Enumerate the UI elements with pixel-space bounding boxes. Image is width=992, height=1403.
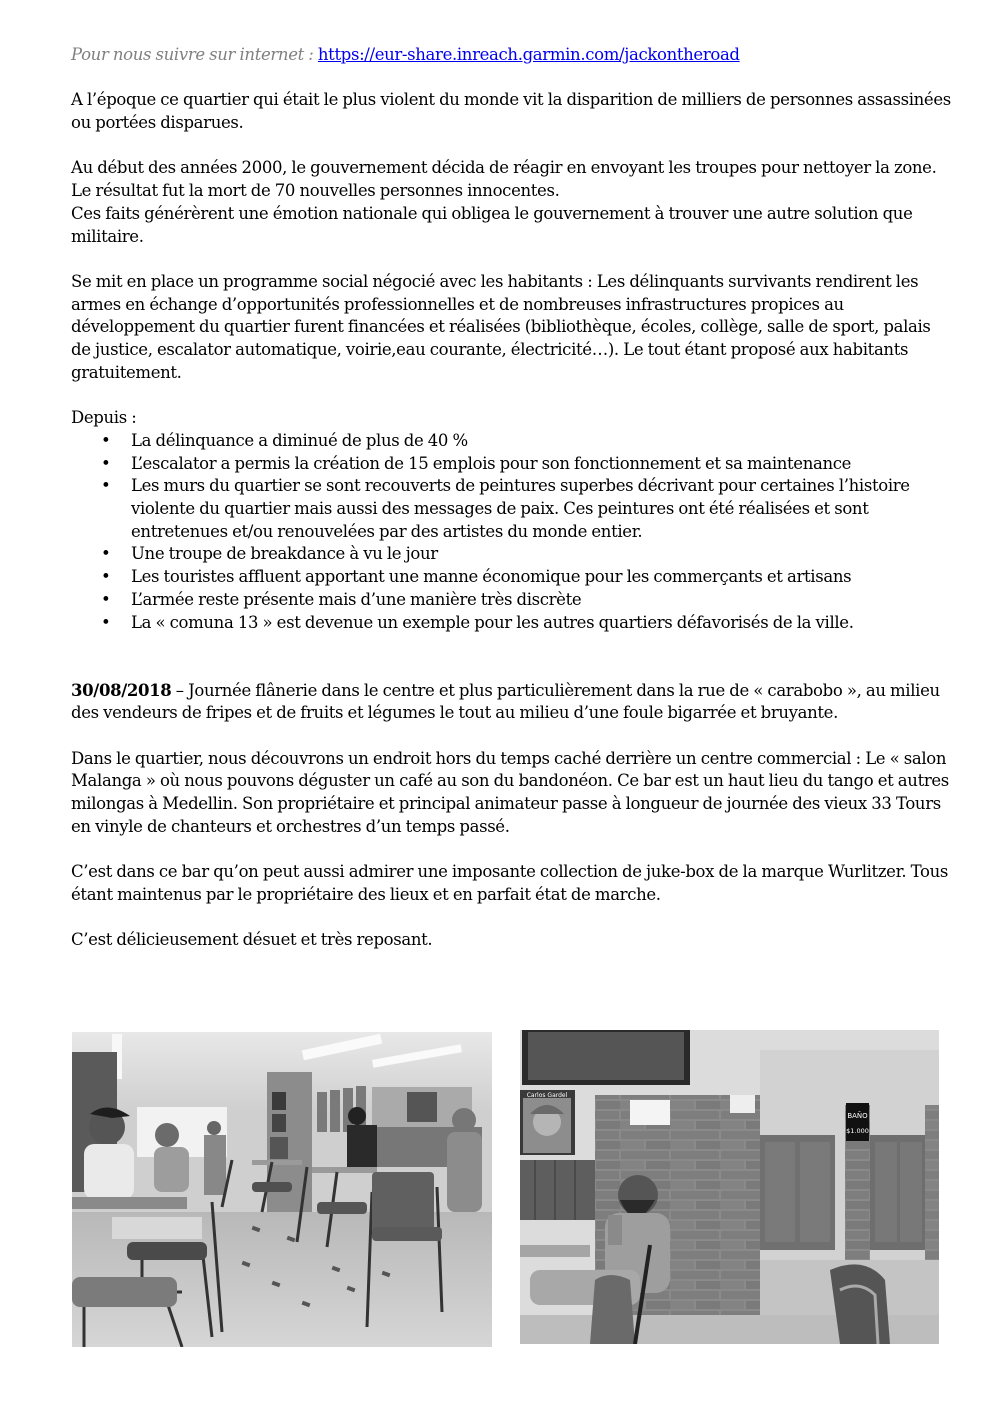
document-page <box>71 44 951 952</box>
list-item: • Une troupe de breakdance à vu le jour <box>71 543 951 566</box>
paragraph-jukebox: C’est dans ce bar qu’on peut aussi admirer une imposante collection de juke-box de la marque Wurlitzer. Tous étant maintenus par le propriétaire des lieux et en parfait état de marche. <box>71 862 948 904</box>
bullet-icon: • <box>101 544 111 564</box>
bullet-icon: • <box>101 612 111 632</box>
restroom-sign-line2: $1.000 <box>846 1127 869 1135</box>
paragraph-journal-entry <box>71 680 951 725</box>
list-item: • L’escalator a permis la création de 15 emplois pour son fonctionnement et sa maintenance <box>71 453 951 476</box>
list-item: • Les touristes affluent apportant une manne économique pour les commerçants et artisans <box>71 566 951 589</box>
bullet-icon: • <box>101 430 111 450</box>
depuis-label: Depuis : <box>71 408 137 428</box>
bullet-icon: • <box>101 567 111 587</box>
tracking-link[interactable]: https://eur-share.inreach.garmin.com/jackontheroad <box>317 45 740 64</box>
list-item: • Les murs du quartier se sont recouverts de peintures superbes décrivant pour certaines l’histoire violente du quartier mais aussi des messages de paix. Ces peintures ont été réalisées et sont entretenues et/ou renouvelées par des artistes du monde entier. <box>101 476 910 541</box>
paragraph-government: Au début des années 2000, le gouvernement décida de réagir en envoyant les troupes pour nettoyer la zone. Le résultat fut la mort de 70 nouvelles personnes innocentes. <box>71 158 937 201</box>
photo-restroom-area <box>520 1030 939 1344</box>
bullet-icon: • <box>101 453 111 473</box>
entry-date: 30/08/2018 <box>71 680 172 700</box>
bullet-icon: • <box>101 589 111 609</box>
cafe-interior-illustration <box>72 1032 492 1347</box>
list-item: • La délinquance a diminué de plus de 40 % <box>71 430 951 453</box>
list-item: • La « comuna 13 » est devenue un exemple pour les autres quartiers défavorisés de la ville. <box>71 612 951 635</box>
paragraph-social-program: Se mit en place un programme social négocié avec les habitants : Les délinquants survivants rendirent les armes en échange d’opportunités professionnelles et de nombreuses infrastructures propices au développement du quartier furent financées et réalisées (bibliothèque, écoles, collège, salle de sport, palais de justice, escalator automatique, voirie,eau courante, électricité…). Le tout étant proposé aux habitants gratuitement. <box>71 271 931 382</box>
restroom-area-illustration <box>520 1030 939 1344</box>
paragraph-history: A l’époque ce quartier qui était le plus violent du monde vit la disparition de milliers de personnes assassinées ou portées disparues. <box>71 90 951 133</box>
bullet-icon: • <box>101 476 111 496</box>
follow-intro-label: Pour nous suivre sur internet : <box>71 45 318 64</box>
restroom-sign-line1: BAÑO <box>847 1112 868 1120</box>
poster-label: Carlos Gardel <box>526 1092 568 1099</box>
entry-text: – Journée flânerie dans le centre et plus particulièrement dans la rue de « carabobo », au milieu des vendeurs de fripes et de fruits et légumes le tout au milieu d’une foule bigarrée et bruyante. <box>71 680 940 723</box>
paragraph-emotion: Ces faits générèrent une émotion nationale qui obligea le gouvernement à trouver une autre solution que militaire. <box>71 203 913 246</box>
follow-line <box>71 44 951 67</box>
photo-cafe-interior <box>72 1032 492 1347</box>
list-item: • L’armée reste présente mais d’une manière très discrète <box>71 589 951 612</box>
results-list <box>71 430 951 634</box>
paragraph-conclusion: C’est délicieusement désuet et très reposant. <box>71 930 433 950</box>
paragraph-salon-malanga: Dans le quartier, nous découvrons un endroit hors du temps caché derrière un centre commercial : Le « salon Malanga » où nous pouvons déguster un café au son du bandonéon. Ce bar est un haut lieu du tango et autres milongas à Medellin. Son propriétaire et principal animateur passe à longueur de journée des vieux 33 Tours en vinyle de chanteurs et orchestres d’un temps passé. <box>71 748 949 836</box>
